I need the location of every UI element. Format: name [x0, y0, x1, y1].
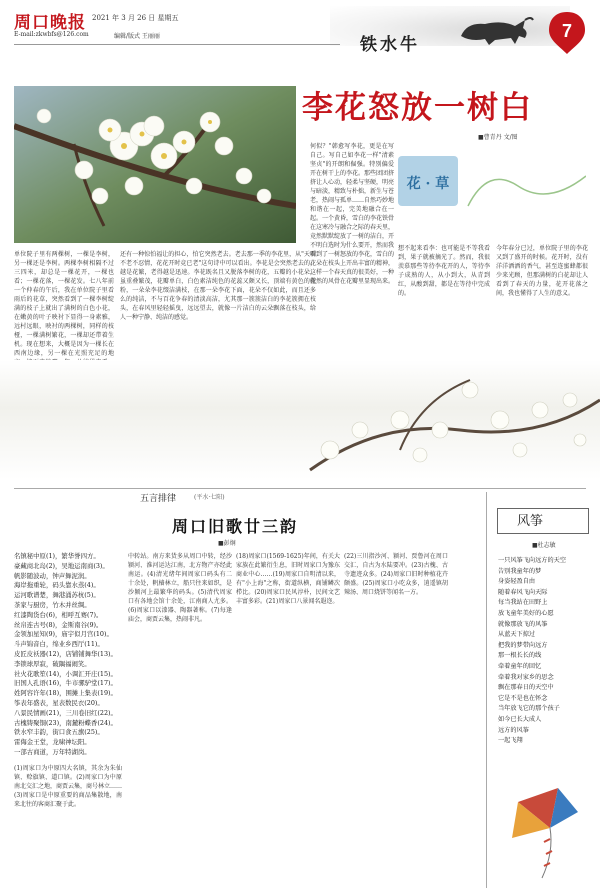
kite-poem-line: 飘在那春日的天空中	[498, 684, 554, 692]
section-title: 铁水牛	[360, 35, 420, 55]
article-column-2: 还有一种惊怕福让的担心，怕它突然老去。老去那一季的李花里，从"天啊不老不忍情，花花开时竞已老"这句诗中可以看出。李花是会突然老去的，越是花繁，老得越是迅速。李花既名且又脱落李树的花，五瓣的小花朵，虽重叠繁茂，花瓣单白，白色素洁纯色的花蕊又颇又长，顶端有黄色的花粉，一朵朵李花缀洁满枝，在那一朵李花下面，花朵不仅如此，而且还多么的纯洁，不与百花争春的清淡高洁，尤其那一簇簇洁白的李花簇拥在枝头，在春风里轻轻摇曳，远远望去，就像一片洁白的云朵飘落在枝头，给人一种宁静、纯洁的感觉。	[120, 251, 316, 321]
iron-ox-icon	[455, 12, 535, 48]
poem-line: 名镇秘中原(1)，繁华誉四方。	[14, 552, 100, 560]
kite-poem-line: 告别我童年的梦	[498, 567, 542, 575]
article-headline: 李花怒放一树白	[302, 90, 533, 126]
kite-poem-author: ■杜志敏	[532, 542, 556, 549]
poem-line: 李锁球厚寂，破隅福闹笑。	[14, 659, 91, 668]
masthead: 周口晚报	[14, 13, 86, 33]
poem-line: 豪藏商北岛(2)，吴地运南商(3)。	[14, 561, 109, 570]
column-rule	[486, 492, 487, 888]
poem-lines	[14, 552, 122, 756]
kite-poem-line: 一只风筝飞向远方的天空	[498, 557, 567, 564]
poem-line: 一部古商道，万年特湖岗。	[14, 747, 91, 756]
kite-poem-line: 身姿轻盈自由	[498, 578, 536, 586]
poem-title: 周口旧歌廿三韵	[172, 517, 299, 536]
kite-poem-line: 远方的风筝	[498, 726, 529, 734]
kite-poem-line: 从蓝天下掠过	[498, 631, 536, 639]
kite-poem-line: 随着春风飞向天际	[498, 588, 548, 596]
poem-line: 丝帛连古号(8)，金斯南谷(9)。	[14, 620, 103, 629]
poem-line: 皮匠皮袄器(12)，店铺铺舞华(13)。	[14, 649, 117, 658]
poem-line: 社火花歌笙(14)，小调汇开庄(15)。	[14, 669, 117, 678]
blossom-strip-photo	[0, 360, 600, 480]
article-column-1: 单位院子里有两棵树，一棵是李树，另一棵还是李树。两棵李树相隔不过三四米，却总是一棵花开，一棵也看；一棵花落，一棵花发。七八年前一个仲春的午后，我在单位院子里看雨后的花草，突然看到了一棵李树绽满的枝子上就出了满树的白色小花，在嫩黄的叶子映衬下显得一身素雅，远村远眼，映衬的两棵树，同样的枝桠，一棵满树繁花，一棵却还带着生机。现在想来，大概是因为一棵长在西南边缘，另一棵在光照充足的地	[14, 251, 114, 357]
poem-line: 姓阿容许年(18)，围摊上集表(19)。	[14, 689, 117, 698]
issue-date: 2021 年 3 月 26 日 星期五	[92, 14, 179, 22]
section-divider	[14, 488, 586, 489]
poem-line: 筝表年盛表，星表数民衣(20)。	[14, 698, 104, 707]
poem-line: 铁水窄丰韵，街口食五旗(25)。	[14, 728, 104, 737]
poem-notes-3: (18)周家口(1569-1625)年间，有关大家族在此繁衍生息，旧时周家口为豫东商业中心……(19)周家口自明清以来，有"小上海"之称，街道纵横，商铺鳞次栉比。(20)周家口民风淳朴，民间文艺丰富多彩。(21)周家口八景闻名遐迩。	[236, 553, 340, 605]
poem-form-label: 五言排律	[140, 494, 177, 504]
poem-line: 八景民情画(21)，三川卷旧红(22)。	[14, 708, 117, 717]
poem-form-note: (平水·七阳)	[194, 494, 225, 501]
poem-line: 雷侮金王堂，龙啸神坛阳。	[14, 738, 91, 747]
poem-notes-2: 中转站。南方来货多从周口中转，经沙颍河、淮河运达江南，北方物产亦经此南运。(4)清光绪年间周家口码头有二十余处，帆樯林立，船只往来如织，是沙颍河上最繁华的码头。(5)清代周家口有各地会馆十余处，江南商人尤多。(6)周家口以漆器、陶器著称。(7)每逢庙会，商贾云集，热闹非凡。	[128, 553, 232, 623]
plum-blossom-photo	[14, 86, 296, 243]
article-column-3: 何似？"韩愈写李花，更是在写自己。写自己如李花一样"清素坚贞"的开朗和倔强。特别偏爱开在树干上的李花。那些团团挤挤让人心动，轻柔与坚硬，明亮与暗淡，精致与朴拙，新生与苍老，热闹与孤单……自然巧妙地和谐在一起，完美地融合在一起。一个黄昏，雪白的李花铁骨在这寒冷与融合之际的春天里，竟然默默绽放了一树的洁白，开不明白选时为什么要开，然而我看到了一树怒放的李花，雪白的花朵在枝头上开出丰富的精神，这样一个春天真的很美好，一种傲然的风骨在花瓣里显现出来。	[310, 143, 394, 285]
kite-poem-line: 如今已长大成人	[498, 715, 542, 723]
flower-grass-stamp	[398, 146, 586, 216]
poem-line: 斗声锦音白，绵业乡西厅(11)。	[14, 640, 104, 649]
kite-poem-line: 当年放飞它的那个孩子	[498, 705, 560, 713]
article-column-5: 今年春分已过，单位院子里的李花又到了盛开的时候。花开时，没有洋洋洒洒的香气，甚至连蜜蜂都很少来光顾，但那满树的白花却让人看到了春天的力量，花开花落之间，我也懂得了人生的意义。	[496, 245, 588, 297]
kite-poem-line: 一起飞翔	[498, 737, 523, 745]
poem-notes-1: (1)周家口为中原四大名镇，其余为朱仙镇、赊旗镇、道口镇。(2)周家口为中原南北交汇之地，商贾云集，商号林立……(3)周家口是中原重要的商品集散地，南来北往的客商汇聚于此。	[14, 765, 122, 808]
kite-poem-line: 牵着我对家乡的思念	[498, 673, 554, 681]
kite-poem-line: 把我的梦带向远方	[498, 641, 548, 649]
poem-line: 旧国人孔语(16)，牛市骡驴堂(17)。	[14, 679, 117, 688]
kite-poem-line: 就像那放飞的风筝	[498, 620, 548, 628]
poem-line: 运河歌谱楚，舞港涌苏杭(5)。	[14, 591, 100, 600]
kite-poem-line: 那一根长长的线	[498, 652, 542, 660]
article-column-4: 想不起来看李：也可能是不等我看到，果子就被摘光了。然而，我很羡慕那些等待李花开的人，等待李子成熟的人，从小到大，从青到红，从酸到甜，都是在等待中完成的。	[398, 245, 490, 297]
kite-poem-line: 每当我站在田野上	[498, 599, 548, 607]
kite-poem-line: 牵着童年的回忆	[498, 662, 542, 670]
page-number-badge	[547, 10, 587, 56]
poem-line: 帆影随波动，钟声舞泥润。	[14, 571, 91, 580]
contact-email: E-mail:zkwbfs@126.com	[14, 31, 89, 38]
kite-poem-line: 放飞童年美好的心愿	[498, 609, 554, 617]
poem-line: 茶家与厨房，竹木并丝绸。	[14, 600, 91, 609]
poem-line: 红漆陶货台(6)，相呼互赛(7)。	[14, 610, 103, 619]
poem-line: 海岸拖重轮，码头靠水蒸(4)。	[14, 581, 100, 590]
poem-line: 金领加星知(9)，庙宇似月宫(10)。	[14, 630, 113, 639]
header-rule	[14, 44, 340, 45]
kite-poem-lines	[498, 556, 590, 747]
poem-author: ■彭炯	[218, 540, 236, 547]
kite-poem-line: 它是不是也在怀念	[498, 694, 548, 702]
poem-line: 古槐铸聚铜(23)，南麓粉蝶香(24)。	[14, 718, 117, 727]
editor-credit: 编辑/版式 王丽丽	[114, 33, 160, 40]
page-number: 7	[561, 21, 573, 41]
kite-poem-title: 风筝	[517, 514, 544, 529]
poem-notes-4: (22)三川指沙河、颍河、贾鲁河在周口交汇，自古为水陆要冲。(23)古槐、古寺遗迹众多。(24)周家口旧时种植花卉颇盛。(25)周家口小吃众多，逍遥镇胡辣汤、周口烧饼等闻名一方。	[344, 553, 448, 596]
kite-illustration	[498, 782, 588, 882]
article-byline: ■曹青丹 文/图	[478, 134, 518, 141]
stamp-text: 花 · 草	[406, 176, 450, 192]
